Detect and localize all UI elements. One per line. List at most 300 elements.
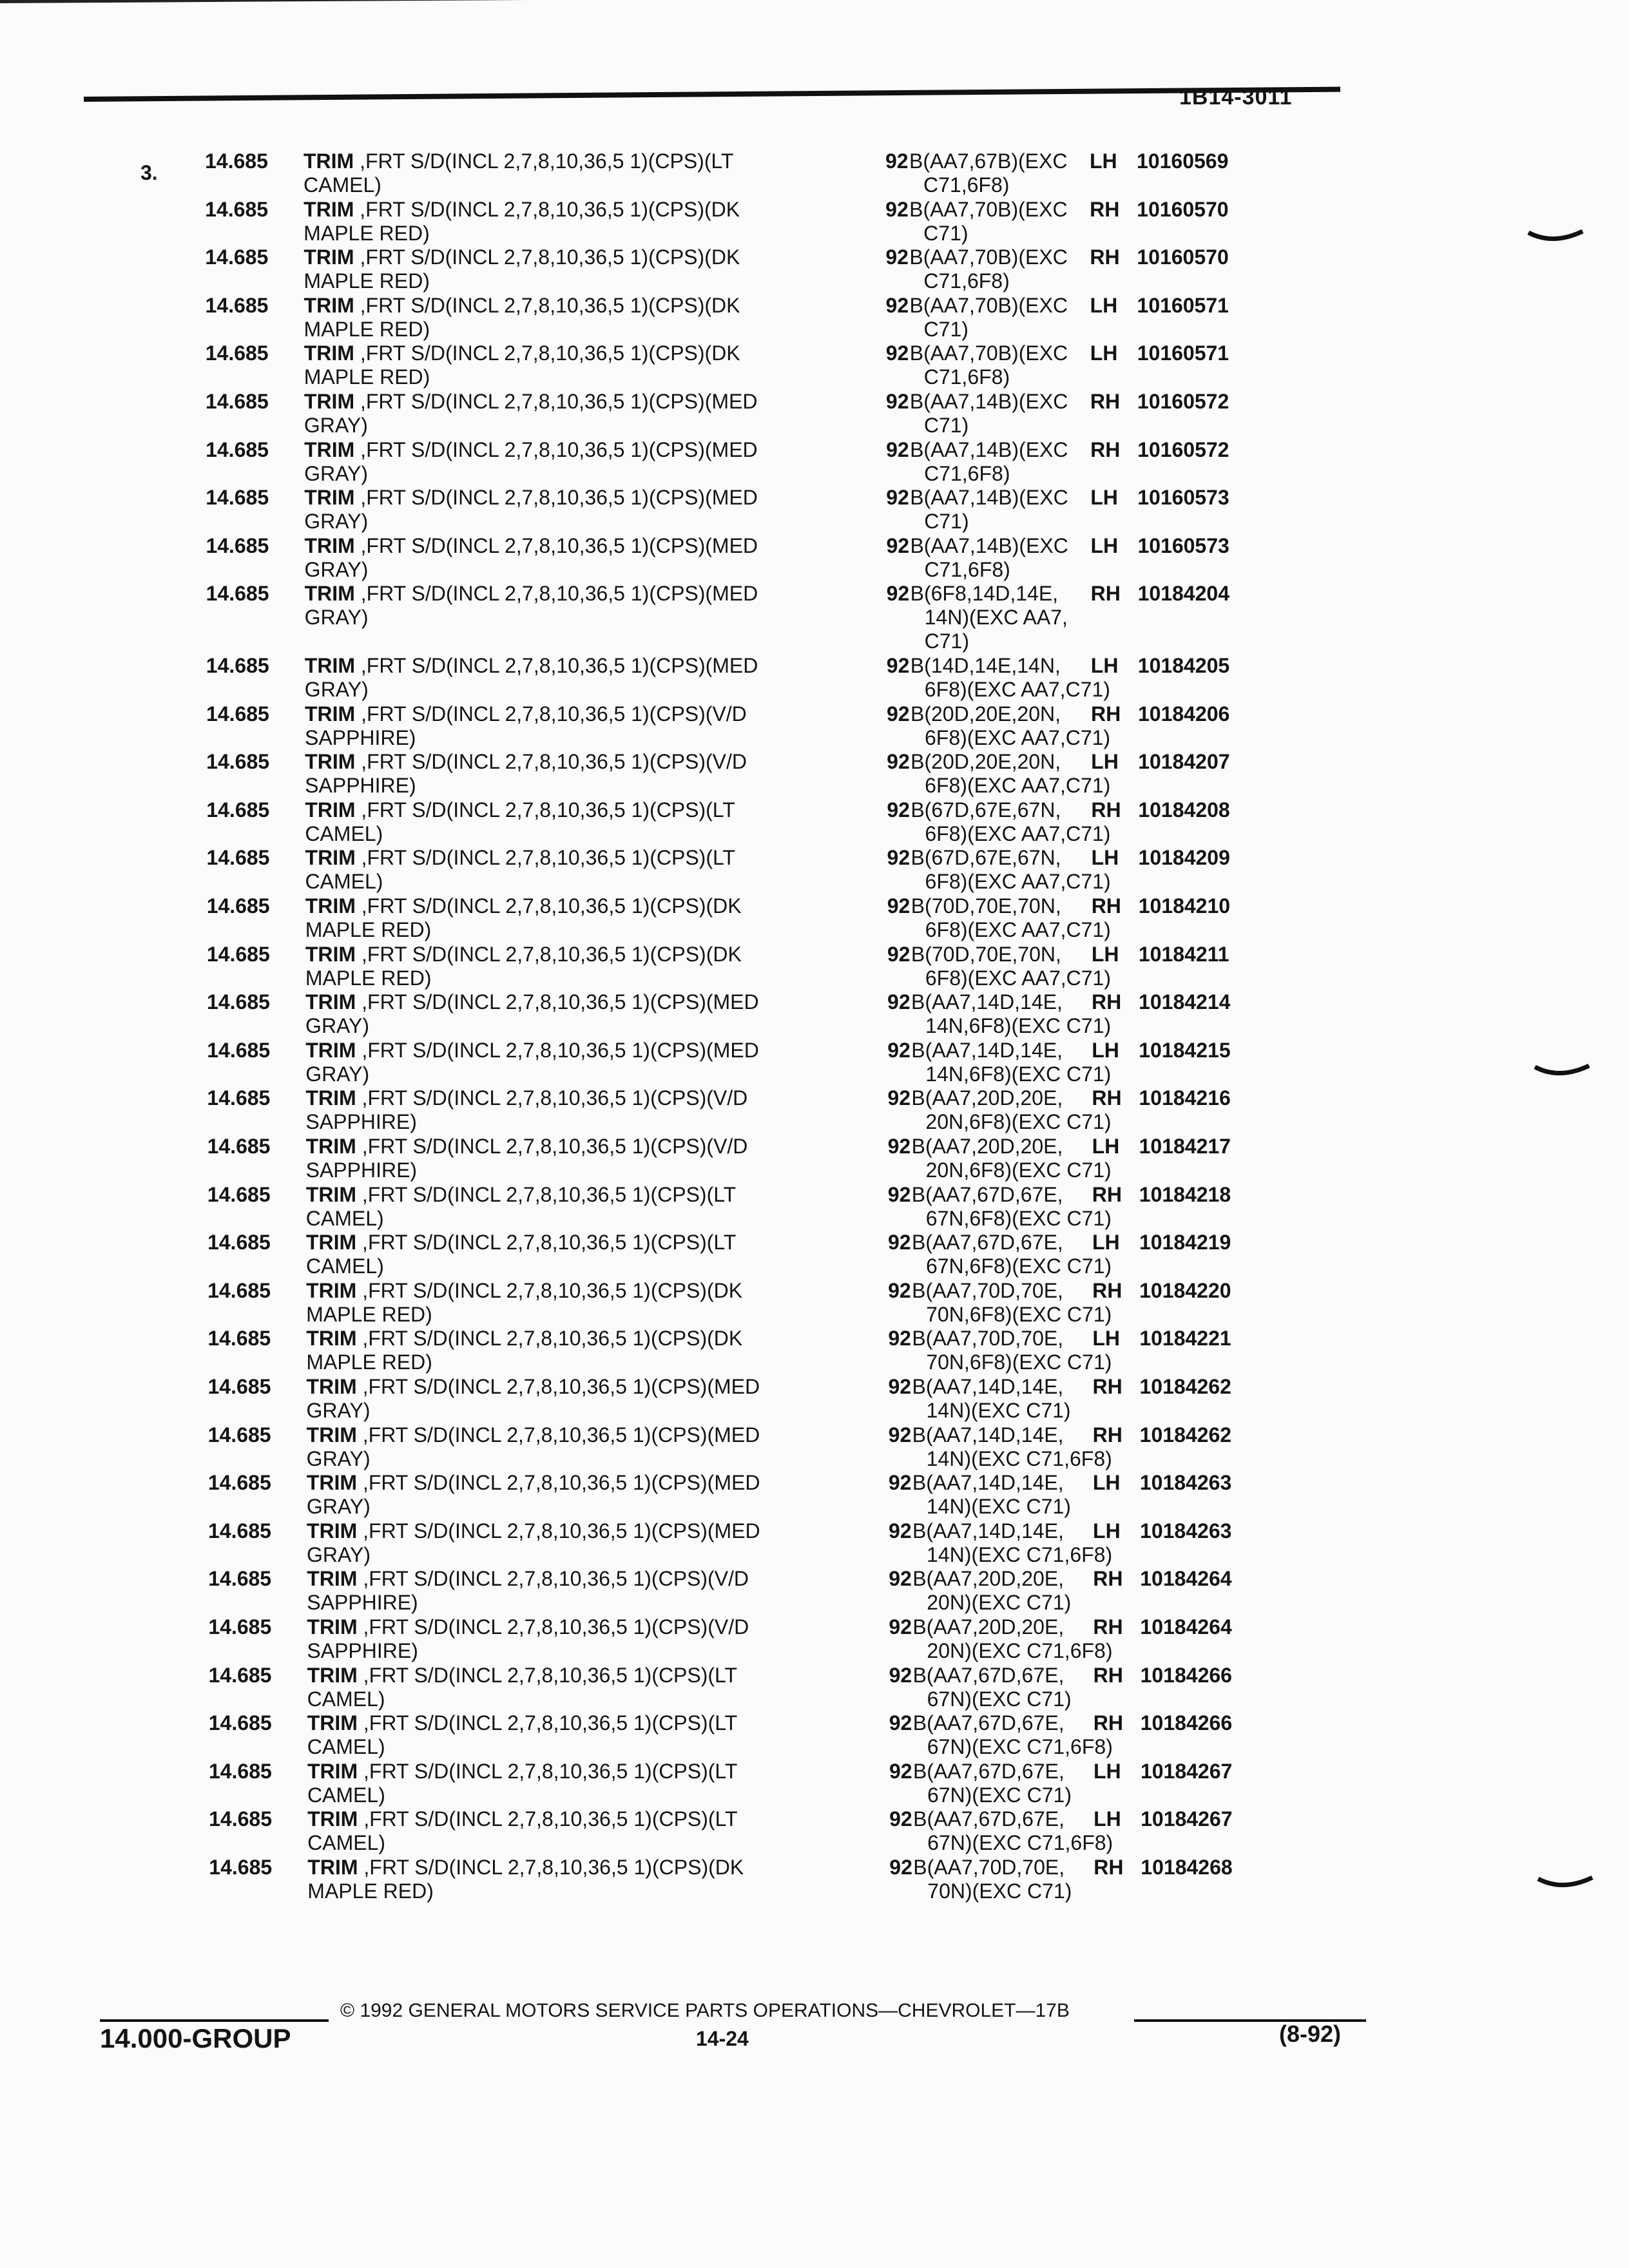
list-item [207,1279,1629,1327]
usage-code-cont: 67N)(EXC C71,6F8) [927,1831,1113,1855]
usage-code-cont: 6F8)(EXC AA7,C71) [925,774,1111,798]
usage-code-cont: C71,6F8) [923,365,1010,389]
side-designation: RH [1093,1711,1123,1735]
usage-code: B(70D,70E,70N, [911,894,1061,918]
group-number: 14.685 [209,1807,272,1831]
usage-code: B(AA7,14D,14E, [911,990,1063,1014]
part-description: TRIM ,FRT S/D(INCL 2,7,8,10,36,5 1)(CPS)(MED [306,1423,760,1446]
part-description: TRIM ,FRT S/D(INCL 2,7,8,10,36,5 1)(CPS)(V/D [305,750,747,774]
footer-rule [100,2019,329,2022]
usage-code: B(AA7,67D,67E, [913,1807,1065,1831]
part-description: TRIM ,FRT S/D(INCL 2,7,8,10,36,5 1)(CPS)(LT [305,798,735,822]
quantity: 92 [887,1182,911,1206]
side-designation: RH [1092,1182,1122,1206]
usage-code-cont: 14N)(EXC C71) [926,1495,1071,1519]
usage-code-cont: 6F8)(EXC AA7,C71) [925,822,1111,845]
quantity: 92 [886,702,910,726]
part-description: TRIM ,FRT S/D(INCL 2,7,8,10,36,5 1)(CPS)(MED [304,437,758,461]
quantity: 92 [887,1231,911,1254]
part-description-cont: CAMEL) [307,1783,385,1807]
quantity: 92 [887,1038,911,1062]
usage-code: B(AA7,14D,14E, [912,1375,1064,1398]
usage-code-cont: 14N)(EXC C71) [926,1399,1071,1422]
part-number: 10184215 [1139,1038,1231,1062]
list-item [209,1711,1629,1759]
usage-code-cont: 14N)(EXC C71,6F8) [926,1446,1112,1470]
part-description-cont: GRAY) [306,1399,371,1422]
part-number: 10184204 [1137,582,1229,606]
part-description-cont: CAMEL) [305,870,383,894]
usage-code: B(AA7,70D,70E, [912,1327,1064,1350]
part-number: 10184219 [1139,1231,1231,1254]
quantity: 92 [886,437,909,461]
group-number: 14.685 [206,750,270,774]
usage-code-cont: 67N)(EXC C71) [927,1783,1072,1807]
part-description-cont: MAPLE RED) [307,1879,434,1903]
side-designation: RH [1090,702,1121,726]
side-designation: RH [1093,1567,1123,1591]
usage-code: B(AA7,20D,20E, [912,1615,1065,1639]
quantity: 92 [886,533,910,557]
group-number: 14.685 [207,1086,271,1110]
group-number: 14.685 [205,390,269,413]
list-item [209,1760,1629,1807]
part-description: TRIM ,FRT S/D(INCL 2,7,8,10,36,5 1)(CPS)(MED [306,1471,760,1495]
part-number: 10160571 [1137,341,1229,365]
usage-code-cont: 67N)(EXC C71,6F8) [927,1735,1113,1759]
list-item [207,1039,1629,1086]
part-description: TRIM ,FRT S/D(INCL 2,7,8,10,36,5 1)(CPS)(V/D [307,1615,749,1639]
usage-code: B(AA7,70B)(EXC [909,197,1068,221]
list-item [207,1086,1629,1134]
usage-code-cont: 14N,6F8)(EXC C71) [925,1014,1112,1038]
side-designation: LH [1090,486,1118,510]
part-description-cont: MAPLE RED) [304,269,430,293]
group-number: 14.685 [206,533,269,557]
usage-code-cont: C71,6F8) [923,269,1010,293]
part-number: 10184208 [1138,798,1230,822]
part-number: 10160569 [1137,149,1229,173]
footer-group: 14.000-GROUP [100,2023,291,2053]
part-description: TRIM ,FRT S/D(INCL 2,7,8,10,36,5 1)(CPS)(MED [305,1038,759,1062]
usage-code-cont: 67N,6F8)(EXC C71) [925,1206,1112,1230]
part-description: TRIM ,FRT S/D(INCL 2,7,8,10,36,5 1)(CPS)(LT [307,1663,738,1687]
quantity: 92 [889,1567,912,1591]
group-number: 14.685 [209,1856,273,1879]
part-number: 10184267 [1141,1807,1233,1831]
part-number: 10184205 [1137,654,1230,677]
list-item [206,341,1629,389]
quantity: 92 [889,1615,912,1639]
part-description-cont: CAMEL) [305,1254,384,1278]
list-item [208,1519,1629,1567]
part-description: TRIM ,FRT S/D(INCL 2,7,8,10,36,5 1)(CPS)(DK [304,293,740,317]
part-number: 10184218 [1139,1182,1231,1206]
quantity: 92 [887,798,910,822]
quantity: 92 [885,197,909,221]
part-description: TRIM ,FRT S/D(INCL 2,7,8,10,36,5 1)(CPS)(DK [305,894,742,918]
quantity: 92 [888,1278,911,1302]
list-item [209,1807,1629,1855]
quantity: 92 [887,990,911,1014]
quantity: 92 [887,942,911,966]
list-item [206,294,1629,341]
list-item [205,198,1629,245]
quantity: 92 [887,1086,911,1110]
list-item [206,486,1629,533]
usage-code-cont: 14N,6F8)(EXC C71) [925,1062,1112,1086]
part-description-cont: GRAY) [304,510,369,533]
usage-code-cont: 6F8)(EXC AA7,C71) [925,966,1111,990]
group-number: 14.685 [206,702,269,726]
part-description: TRIM ,FRT S/D(INCL 2,7,8,10,36,5 1)(CPS)(V/D [305,1135,748,1158]
part-description-cont: GRAY) [304,461,369,485]
part-description-cont: MAPLE RED) [304,317,430,341]
usage-code: B(14D,14E,14N, [910,654,1061,677]
side-designation: LH [1090,293,1118,317]
part-description-cont: CAMEL) [307,1735,385,1759]
group-number: 14.685 [206,654,269,677]
usage-code: B(AA7,20D,20E, [912,1567,1065,1591]
list-item [208,1471,1629,1519]
part-number: 10184262 [1139,1423,1232,1446]
part-description: TRIM ,FRT S/D(INCL 2,7,8,10,36,5 1)(CPS)(MED [304,533,758,557]
usage-code-cont: 20N,6F8)(EXC C71) [925,1158,1112,1182]
list-item [206,438,1629,486]
usage-code-cont: 6F8)(EXC AA7,C71) [924,726,1111,749]
part-number: 10184216 [1139,1086,1231,1110]
part-description: TRIM ,FRT S/D(INCL 2,7,8,10,36,5 1)(CPS)(DK [304,341,740,365]
quantity: 92 [888,1375,912,1398]
side-designation: LH [1091,750,1119,774]
item-number: 3. [140,161,158,184]
side-designation: LH [1090,533,1119,557]
usage-code: B(AA7,70D,70E, [912,1278,1063,1302]
list-item [209,1856,1629,1903]
usage-code-cont: 70N)(EXC C71) [927,1879,1072,1903]
part-number: 10184263 [1140,1519,1232,1542]
usage-code: B(67D,67E,67N, [911,798,1061,822]
usage-code: B(AA7,70B)(EXC [909,245,1068,269]
part-description-cont: GRAY) [304,414,368,437]
quantity: 92 [885,149,909,173]
group-number: 14.685 [207,990,270,1014]
part-description: TRIM ,FRT S/D(INCL 2,7,8,10,36,5 1)(CPS)(MED [304,582,758,606]
quantity: 92 [889,1856,912,1879]
part-description: TRIM ,FRT S/D(INCL 2,7,8,10,36,5 1)(CPS)(DK [307,1856,744,1879]
part-description: TRIM ,FRT S/D(INCL 2,7,8,10,36,5 1)(CPS)(V/D [304,702,747,726]
part-description-cont: MAPLE RED) [304,365,430,389]
part-description: TRIM ,FRT S/D(INCL 2,7,8,10,36,5 1)(CPS)(V/D [305,1086,748,1110]
punch-mark [1527,229,1585,248]
side-designation: LH [1091,846,1119,870]
part-description: TRIM ,FRT S/D(INCL 2,7,8,10,36,5 1)(CPS)(LT [305,1182,737,1206]
quantity: 92 [889,1711,912,1735]
usage-code: B(AA7,14D,14E, [912,1423,1064,1446]
quantity: 92 [888,1327,911,1350]
part-description: TRIM ,FRT S/D(INCL 2,7,8,10,36,5 1)(CPS)(DK [306,1327,743,1350]
part-description-cont: SAPPHIRE) [307,1639,418,1662]
part-description-cont: GRAY) [304,678,369,701]
usage-code: B(AA7,14B)(EXC [909,390,1068,413]
usage-code: B(AA7,67D,67E, [911,1182,1063,1206]
part-number: 10184262 [1139,1375,1231,1398]
part-description-cont: CAMEL) [305,1206,384,1230]
usage-code: B(67D,67E,67N, [911,846,1061,870]
part-number: 10160573 [1137,486,1229,510]
usage-code: B(AA7,67D,67E, [912,1759,1065,1783]
part-description-cont: MAPLE RED) [305,966,432,990]
usage-code-cont: 14N)(EXC AA7, [924,606,1068,629]
usage-code: B(AA7,70B)(EXC [909,293,1068,317]
list-item [206,750,1629,798]
list-item [206,582,1629,653]
group-number: 14.685 [207,1327,271,1350]
side-designation: LH [1092,1471,1121,1495]
usage-code-cont: 14N)(EXC C71,6F8) [927,1542,1113,1566]
part-description-cont: SAPPHIRE) [307,1591,418,1615]
usage-code-cont: C71,6F8) [924,461,1010,485]
list-item [209,1664,1629,1711]
usage-code: B(AA7,67B)(EXC [909,149,1068,173]
part-number: 10184263 [1139,1471,1232,1495]
part-description-cont: MAPLE RED) [306,1350,432,1374]
group-number: 14.685 [208,1567,272,1591]
list-item [207,1135,1629,1182]
list-item [206,702,1629,750]
quantity: 92 [888,1423,912,1446]
side-designation: RH [1093,1663,1123,1687]
group-number: 14.685 [206,942,270,966]
list-item [206,534,1629,582]
side-designation: RH [1094,1856,1124,1879]
list-item [207,1327,1629,1374]
side-designation: RH [1093,1615,1123,1639]
quantity: 92 [885,293,909,317]
side-designation: LH [1092,1327,1120,1350]
part-description: TRIM ,FRT S/D(INCL 2,7,8,10,36,5 1)(CPS)(LT [304,149,734,173]
list-item [208,1615,1629,1663]
list-item [208,1567,1629,1615]
side-designation: LH [1093,1759,1121,1783]
part-description: TRIM ,FRT S/D(INCL 2,7,8,10,36,5 1)(CPS)(DK [304,245,740,269]
usage-code-cont: C71,6F8) [923,173,1010,197]
side-designation: RH [1092,1086,1122,1110]
list-item [205,245,1629,293]
part-number: 10184221 [1139,1327,1231,1350]
list-item [207,1183,1629,1231]
side-designation: RH [1092,1375,1123,1398]
group-number: 14.685 [207,1231,271,1254]
part-number: 10160572 [1137,437,1229,461]
usage-code-cont: 20N)(EXC C71,6F8) [927,1639,1113,1662]
part-description: TRIM ,FRT S/D(INCL 2,7,8,10,36,5 1)(CPS)(V/D [307,1567,749,1591]
part-number: 10184268 [1141,1856,1233,1879]
usage-code: B(20D,20E,20N, [911,750,1061,774]
quantity: 92 [886,654,910,677]
usage-code: B(6F8,14D,14E, [910,582,1059,606]
usage-code-cont: 67N,6F8)(EXC C71) [925,1254,1112,1278]
footer-copyright: © 1992 GENERAL MOTORS SERVICE PARTS OPERATIONS—CHEVROLET—17B [340,2000,1070,2021]
part-number: 10184264 [1140,1615,1232,1639]
group-number: 14.685 [208,1615,272,1639]
side-designation: LH [1090,654,1119,677]
part-description: TRIM ,FRT S/D(INCL 2,7,8,10,36,5 1)(CPS)(LT [305,846,735,870]
usage-code: B(AA7,14D,14E, [911,1038,1063,1062]
group-number: 14.685 [206,582,269,606]
usage-code-cont: 70N,6F8)(EXC C71) [926,1350,1112,1374]
usage-code-cont: C71) [923,221,969,245]
part-number: 10184206 [1137,702,1230,726]
part-description-cont: GRAY) [304,557,369,581]
usage-code-cont: 67N)(EXC C71) [927,1687,1072,1711]
reference-code: 1B14-3011 [1179,85,1293,110]
part-description-cont: GRAY) [305,1014,370,1038]
usage-code-cont: 70N,6F8)(EXC C71) [926,1302,1112,1326]
quantity: 92 [887,1135,911,1158]
group-number: 14.685 [208,1759,272,1783]
group-number: 14.685 [205,341,269,365]
part-number: 10184266 [1140,1663,1232,1687]
part-description: TRIM ,FRT S/D(INCL 2,7,8,10,36,5 1)(CPS)(LT [307,1759,738,1783]
part-description: TRIM ,FRT S/D(INCL 2,7,8,10,36,5 1)(CPS)(MED [304,486,758,510]
usage-code-cont: 20N,6F8)(EXC C71) [925,1110,1112,1134]
side-designation: RH [1092,1278,1123,1302]
part-description-cont: CAMEL) [307,1687,385,1711]
usage-code: B(AA7,14B)(EXC [910,533,1068,557]
part-number: 10184266 [1140,1711,1233,1735]
usage-code-cont: C71) [924,510,969,533]
list-item [206,390,1629,437]
part-description-cont: SAPPHIRE) [304,726,416,749]
usage-code: B(AA7,67D,67E, [912,1711,1065,1735]
usage-code: B(AA7,70B)(EXC [909,341,1068,365]
side-designation: RH [1092,1423,1123,1446]
quantity: 92 [885,341,909,365]
list-item [207,990,1629,1038]
usage-code-cont: 6F8)(EXC AA7,C71) [924,678,1110,701]
list-item [207,943,1629,990]
part-description: TRIM ,FRT S/D(INCL 2,7,8,10,36,5 1)(CPS)(DK [305,942,742,966]
punch-mark [1537,1875,1595,1894]
part-description-cont: GRAY) [307,1542,371,1566]
part-number: 10184217 [1139,1135,1231,1158]
part-description-cont: MAPLE RED) [306,1302,432,1326]
quantity: 92 [887,894,911,918]
part-description-cont: SAPPHIRE) [305,774,416,798]
quantity: 92 [887,846,911,870]
group-number: 14.685 [206,486,269,510]
side-designation: LH [1092,1135,1120,1158]
side-designation: RH [1090,437,1121,461]
usage-code-cont: 20N)(EXC C71) [927,1591,1072,1615]
list-item [207,894,1629,942]
part-number: 10184267 [1140,1759,1233,1783]
part-description-cont: MAPLE RED) [304,221,430,245]
quantity: 92 [885,245,909,269]
punch-mark [1534,1063,1592,1082]
usage-code: B(AA7,20D,20E, [911,1135,1063,1158]
quantity: 92 [889,1519,912,1542]
part-number: 10184207 [1138,750,1230,774]
group-number: 14.685 [207,1038,271,1062]
part-description-cont: CAMEL) [307,1831,386,1855]
side-designation: RH [1092,990,1122,1014]
part-description-cont: CAMEL) [304,173,381,197]
group-number: 14.685 [206,437,269,461]
group-number: 14.685 [207,1471,271,1495]
quantity: 92 [886,486,909,510]
part-number: 10184210 [1138,894,1231,918]
part-number: 10160570 [1137,245,1229,269]
quantity: 92 [889,1663,912,1687]
quantity: 92 [886,582,910,606]
side-designation: LH [1093,1519,1121,1542]
side-designation: RH [1090,390,1121,413]
usage-code-cont: C71) [923,414,969,437]
side-designation: LH [1092,1231,1120,1254]
group-number: 14.685 [208,1663,272,1687]
side-designation: RH [1091,798,1121,822]
part-description: TRIM ,FRT S/D(INCL 2,7,8,10,36,5 1)(CPS)(LT [307,1807,738,1831]
group-number: 14.685 [206,846,270,870]
group-number: 14.685 [207,1375,271,1398]
list-item [207,846,1629,894]
group-number: 14.685 [206,894,270,918]
side-designation: LH [1090,341,1118,365]
part-description-cont: GRAY) [306,1446,371,1470]
group-number: 14.685 [206,798,270,822]
usage-code: B(AA7,67D,67E, [912,1663,1065,1687]
quantity: 92 [889,1759,912,1783]
part-description-cont: SAPPHIRE) [305,1110,417,1134]
list-item [207,1231,1629,1278]
group-number: 14.685 [205,149,268,173]
part-description: TRIM ,FRT S/D(INCL 2,7,8,10,36,5 1)(CPS)(LT [305,1231,737,1254]
usage-code-cont: 6F8)(EXC AA7,C71) [925,918,1111,941]
side-designation: LH [1091,942,1119,966]
list-item [206,654,1629,702]
group-number: 14.685 [208,1711,272,1735]
part-number: 10160570 [1137,197,1229,221]
page-number: 14-24 [696,2027,749,2050]
usage-code-cont: C71,6F8) [924,557,1010,581]
group-number: 14.685 [207,1278,271,1302]
quantity: 92 [889,1807,912,1831]
part-number: 10184209 [1138,846,1230,870]
list-item [206,798,1629,846]
group-number: 14.685 [207,1182,271,1206]
part-description: TRIM ,FRT S/D(INCL 2,7,8,10,36,5 1)(CPS)(DK [304,197,740,221]
revision-date: (8-92) [1279,2021,1342,2047]
part-description: TRIM ,FRT S/D(INCL 2,7,8,10,36,5 1)(CPS)(MED [307,1519,760,1542]
part-description-cont: MAPLE RED) [305,918,432,941]
usage-code-cont: C71) [923,317,969,341]
usage-code: B(AA7,14D,14E, [912,1519,1064,1542]
part-number: 10160572 [1137,390,1229,413]
group-number: 14.685 [207,1135,271,1158]
part-number: 10184264 [1140,1567,1232,1591]
quantity: 92 [888,1471,912,1495]
side-designation: RH [1090,582,1121,606]
side-designation: RH [1091,894,1121,918]
side-designation: LH [1090,149,1117,173]
part-number: 10184220 [1139,1278,1231,1302]
side-designation: RH [1090,197,1120,221]
usage-code: B(AA7,67D,67E, [911,1231,1063,1254]
quantity: 92 [885,390,909,413]
group-number: 14.685 [207,1423,271,1446]
